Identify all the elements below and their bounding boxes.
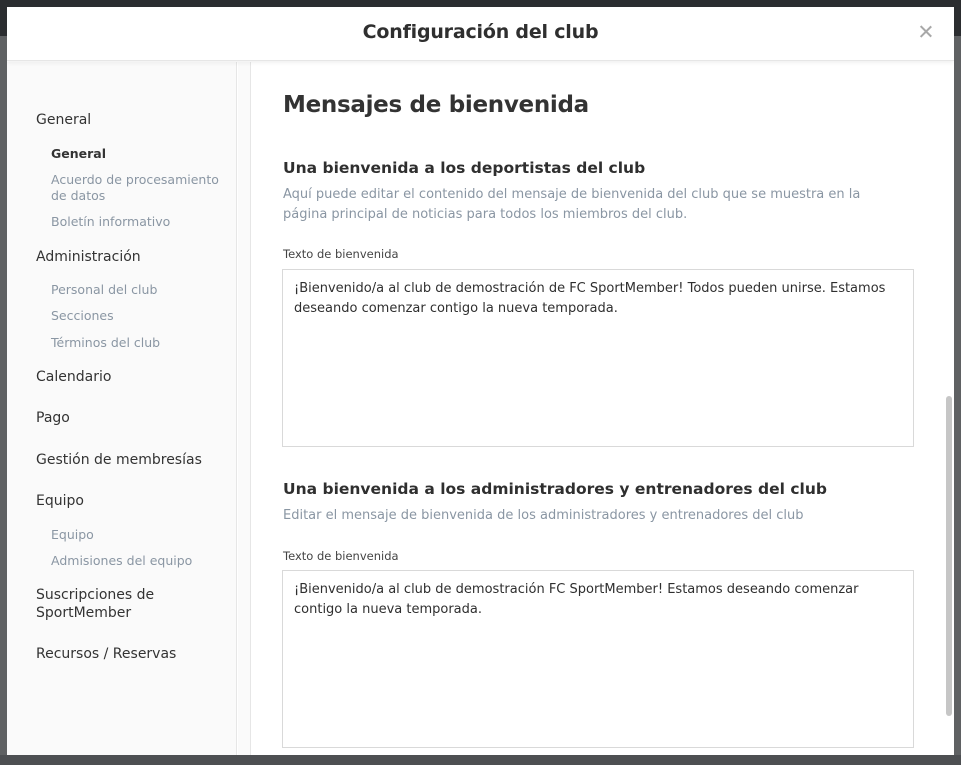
sidebar-item-general[interactable]: General [51, 146, 106, 161]
athletes-welcome-label: Texto de bienvenida [283, 247, 399, 261]
sidebar-item-club-staff[interactable]: Personal del club [51, 282, 158, 297]
main-content [252, 62, 944, 755]
sidebar-item-newsletter[interactable]: Boletín informativo [51, 214, 171, 229]
modal-title: Configuración del club [362, 21, 599, 43]
sidebar-item-team-admissions[interactable]: Admisiones del equipo [51, 553, 193, 568]
athletes-welcome-title: Una bienvenida a los deportistas del club [283, 159, 646, 177]
sidebar-section-resources[interactable]: Recursos / Reservas [36, 646, 177, 662]
admins-welcome-description: Editar el mensaje de bienvenida de los administradores y entrenadores del club [283, 508, 804, 523]
content-scrollbar[interactable] [945, 62, 954, 755]
sidebar-item-data-processing[interactable]: Acuerdo de procesamiento de datos [51, 172, 219, 203]
sidebar-item-sections[interactable]: Secciones [51, 308, 114, 323]
scrollbar-thumb[interactable] [946, 396, 952, 716]
settings-modal [7, 7, 954, 755]
sidebar-item-team[interactable]: Equipo [51, 527, 94, 542]
sidebar-section-team[interactable]: Equipo [36, 493, 84, 509]
modal-header [7, 7, 954, 61]
sidebar-divider [238, 62, 251, 755]
settings-sidebar [7, 62, 237, 755]
sidebar-item-club-terms[interactable]: Términos del club [51, 335, 161, 350]
admins-welcome-title: Una bienvenida a los administradores y entrenadores del club [283, 480, 827, 498]
admins-welcome-textarea[interactable] [282, 570, 914, 748]
sidebar-section-memberships[interactable]: Gestión de membresías [36, 452, 202, 468]
sidebar-section-general[interactable]: General [36, 112, 92, 128]
sidebar-section-payment[interactable]: Pago [36, 410, 70, 426]
sidebar-section-calendar[interactable]: Calendario [36, 369, 112, 385]
admins-welcome-label: Texto de bienvenida [283, 549, 399, 563]
athletes-welcome-textarea[interactable] [282, 269, 914, 447]
backdrop-bottom [0, 755, 961, 765]
sidebar-section-subscriptions[interactable]: Suscripciones de SportMember [36, 587, 155, 621]
page-title: Mensajes de bienvenida [283, 92, 589, 118]
sidebar-section-administration[interactable]: Administración [36, 249, 141, 265]
close-icon[interactable] [916, 22, 936, 42]
athletes-welcome-description: Aquí puede editar el contenido del mensaje de bienvenida del club que se muestra en la página principal de noticias para todos los miembros del club. [283, 187, 861, 222]
